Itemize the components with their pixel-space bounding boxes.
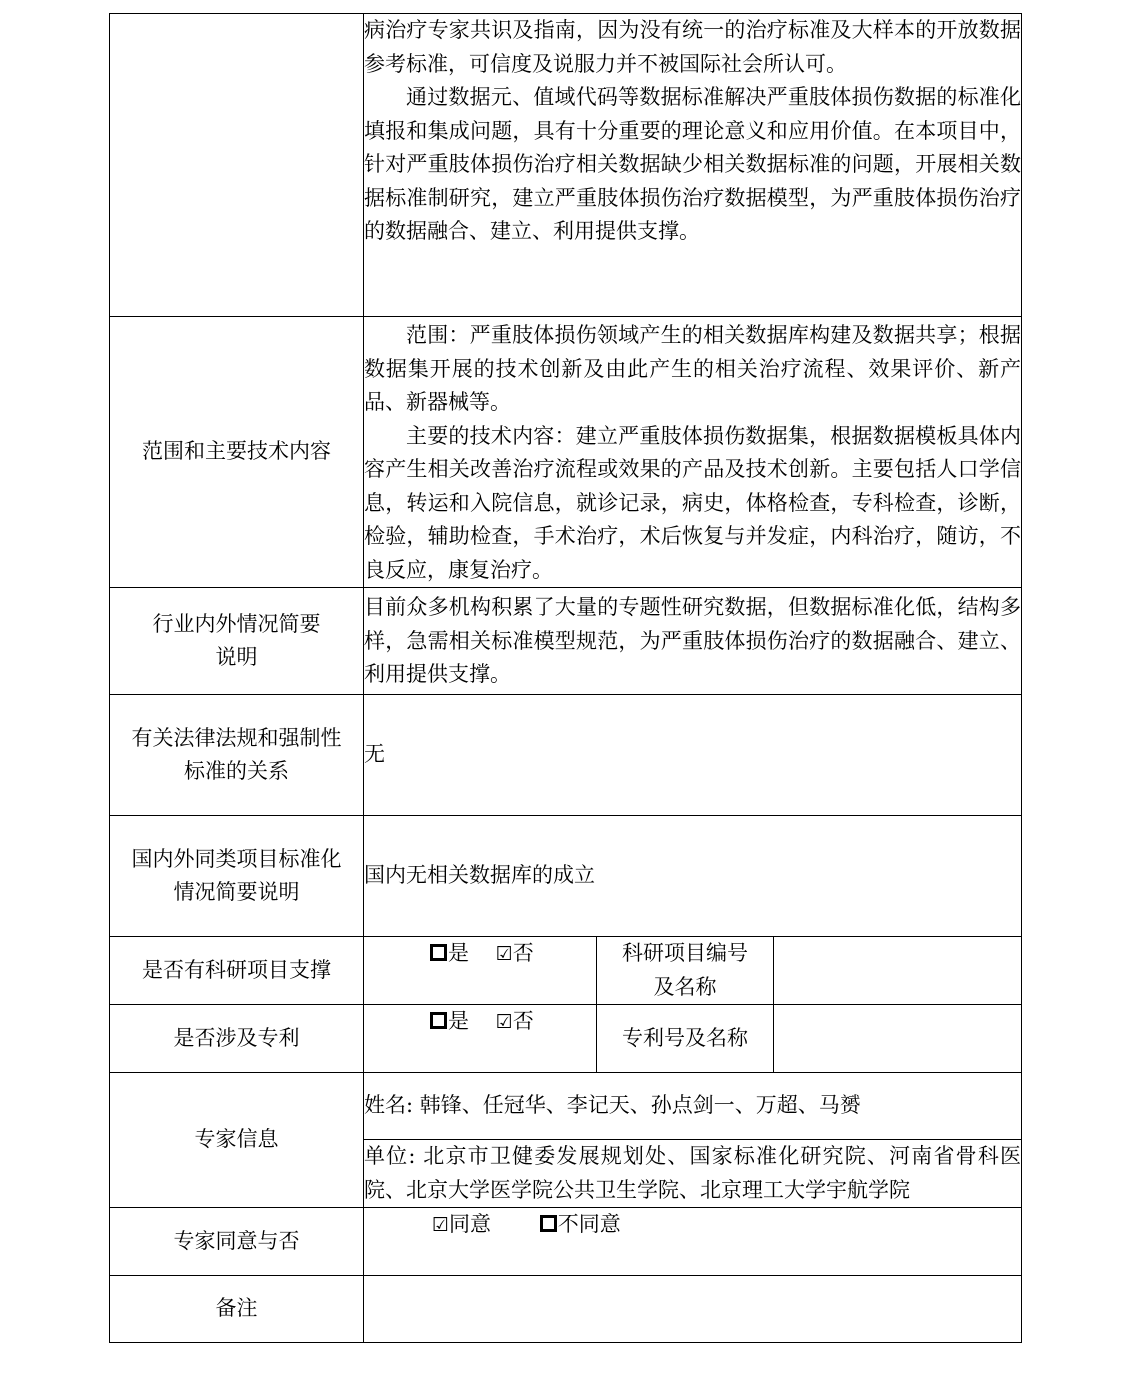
expert-label: 专家信息 — [110, 1073, 364, 1208]
industry-label — [110, 588, 364, 695]
research-value[interactable] — [774, 937, 1022, 1005]
consent-options-cell — [364, 1208, 1022, 1276]
remark-row — [110, 1276, 1022, 1343]
scope-label: 范围和主要技术内容 — [110, 317, 364, 588]
scope-paragraph: 主要的技术内容：建立严重肢体损伤数据集，根据数据模板具体内容产生相关改善治疗流程或效果的产品及技术创新。主要包括人口学信息，转运和入院信息，就诊记录，病史，体格检查，专科检查，诊断，检验，辅助检查，手术治疗，术后恢复与并发症，内科治疗，随访，不良反应，康复治疗。 — [364, 423, 1022, 582]
expert-names: 姓名: 韩锋、任冠华、李记天、孙点剑一、万超、马赟 — [364, 1073, 1022, 1140]
research-yes-label: 是 — [448, 941, 469, 965]
research-row — [110, 937, 1022, 1005]
research-label: 是否有科研项目支撑 — [110, 937, 364, 1005]
agree-label: 同意 — [449, 1212, 492, 1236]
patent-field-label: 专利号及名称 — [597, 1005, 774, 1073]
empty-checkbox-icon — [540, 1215, 557, 1232]
consent-label: 专家同意与否 — [110, 1208, 364, 1276]
patent-row — [110, 1005, 1022, 1073]
law-text: 无 — [364, 695, 1022, 816]
expert-units: 单位: 北京市卫健委发展规划处、国家标准化研究院、河南省骨科医院、北京大学医学院公共卫生学院、北京理工大学宇航学院 — [364, 1140, 1022, 1208]
industry-row — [110, 588, 1022, 695]
continuation-row — [110, 14, 1022, 317]
continuation-paragraph: 通过数据元、值域代码等数据标准解决严重肢体损伤数据的标准化填报和集成问题，具有十分重要的理论意义和应用价值。在本项目中，针对严重肢体损伤治疗相关数据缺少相关数据标准的问题，开展相关数据标准制研究，建立严重肢体损伤治疗数据模型，为严重肢体损伤治疗的数据融合、建立、利用提供支撑。 — [364, 85, 1022, 243]
agree-option[interactable] — [432, 1212, 491, 1236]
scope-row — [110, 317, 1022, 588]
continuation-paragraph: 病治疗专家共识及指南，因为没有统一的治疗标准及大样本的开放数据参考标准，可信度及说服力并不被国际社会所认可。 — [364, 18, 1022, 76]
continuation-text-cell — [364, 14, 1022, 317]
industry-label-line: 说明 — [215, 645, 258, 669]
domestic-label-line: 情况简要说明 — [173, 880, 300, 904]
patent-label: 是否涉及专利 — [110, 1005, 364, 1073]
research-field-label — [597, 937, 774, 1005]
research-field-line: 科研项目编号 — [622, 941, 748, 965]
empty-checkbox-icon — [430, 1012, 447, 1029]
disagree-option[interactable] — [540, 1212, 621, 1236]
scope-paragraph: 范围：严重肢体损伤领域产生的相关数据库构建及数据共享；根据数据集开展的技术创新及由此产生的相关治疗流程、效果评价、新产品、新器械等。 — [364, 323, 1022, 414]
domestic-text: 国内无相关数据库的成立 — [364, 816, 1022, 937]
remark-value[interactable] — [364, 1276, 1022, 1343]
checked-checkbox-icon: ☑ — [495, 943, 513, 965]
continuation-label-cell — [110, 14, 364, 317]
law-label-line: 有关法律法规和强制性 — [131, 725, 342, 750]
patent-yesno-cell — [364, 1005, 597, 1073]
research-yesno-cell — [364, 937, 597, 1005]
law-label-line: 标准的关系 — [184, 759, 289, 783]
domestic-row — [110, 816, 1022, 937]
expert-names-row — [110, 1073, 1022, 1140]
checked-checkbox-icon: ☑ — [432, 1214, 450, 1236]
patent-no-option[interactable] — [496, 1009, 534, 1033]
patent-yes-label: 是 — [448, 1009, 469, 1033]
industry-text: 目前众多机构积累了大量的专题性研究数据，但数据标准化低，结构多样，急需相关标准模型规范，为严重肢体损伤治疗的数据融合、建立、利用提供支撑。 — [364, 588, 1022, 695]
research-no-label: 否 — [512, 941, 534, 965]
research-yes-option[interactable] — [430, 941, 469, 965]
industry-label-line: 行业内外情况简要 — [152, 611, 321, 636]
domestic-label — [110, 816, 364, 937]
domestic-label-line: 国内外同类项目标准化 — [131, 846, 342, 871]
consent-row — [110, 1208, 1022, 1276]
patent-value[interactable] — [774, 1005, 1022, 1073]
application-form-table — [109, 13, 1022, 1343]
research-field-line: 及名称 — [653, 974, 717, 999]
law-label — [110, 695, 364, 816]
scope-text-cell — [364, 317, 1022, 588]
law-row — [110, 695, 1022, 816]
checked-checkbox-icon: ☑ — [495, 1011, 513, 1033]
disagree-label: 不同意 — [557, 1212, 621, 1236]
empty-checkbox-icon — [430, 944, 447, 961]
research-no-option[interactable] — [496, 941, 534, 965]
patent-yes-option[interactable] — [430, 1009, 469, 1033]
patent-no-label: 否 — [512, 1009, 534, 1033]
remark-label: 备注 — [110, 1276, 364, 1343]
